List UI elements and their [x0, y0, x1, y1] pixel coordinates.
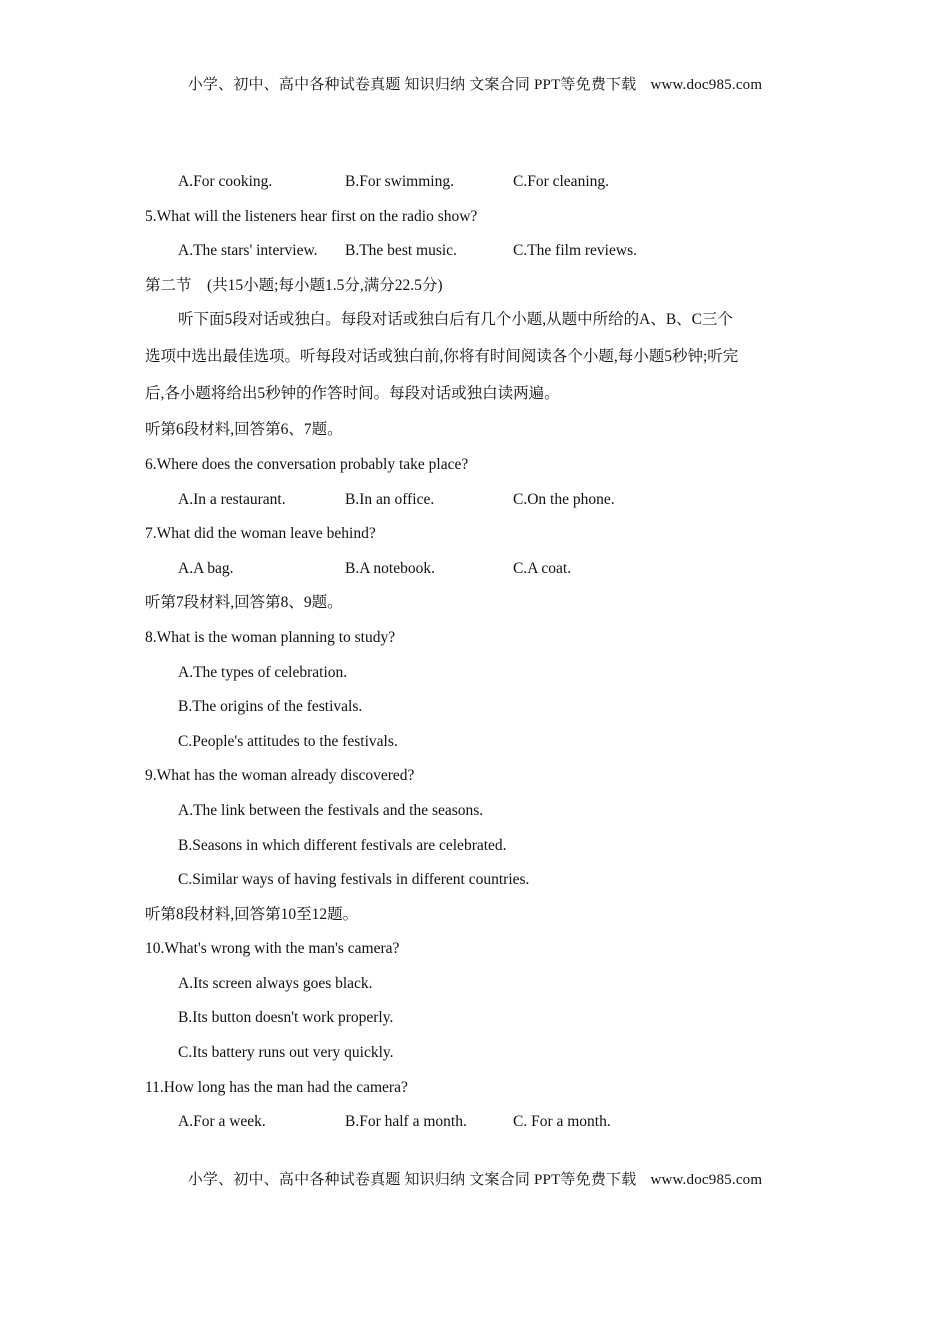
q9-option-c: C.Similar ways of having festivals in different countries. [178, 871, 530, 889]
q8-option-c: C.People's attitudes to the festivals. [178, 732, 398, 750]
option-a: A.A bag. [178, 559, 234, 577]
option-a: A.The stars' interview. [178, 242, 318, 260]
q10-option-a: A.Its screen always goes black. [178, 974, 373, 992]
exam-content [145, 171, 805, 1146]
q5-options [145, 240, 805, 275]
instruction-line: 后,各小题将给出5秒钟的作答时间。每段对话或独白读两遍。 [145, 385, 560, 403]
q10-option-b: B.Its button doesn't work properly. [178, 1009, 394, 1027]
q9-option-a: A.The link between the festivals and the seasons. [178, 801, 484, 819]
material-7-label: 听第7段材料,回答第8、9题。 [145, 594, 343, 612]
question-11: 11.How long has the man had the camera? [145, 1078, 408, 1096]
instruction-line: 听下面5段对话或独白。每段对话或独白后有几个小题,从题中所给的A、B、C三个 [178, 311, 733, 329]
option-b: B.For swimming. [345, 173, 454, 190]
option-a: A.For a week. [178, 1113, 266, 1131]
footer-site: www.doc985.com [650, 1172, 763, 1188]
question-8: 8.What is the woman planning to study? [145, 628, 396, 646]
instruction-line: 选项中选出最佳选项。听每段对话或独白前,你将有时间阅读各个小题,每小题5秒钟;听完 [145, 348, 739, 366]
q6-options [145, 489, 805, 524]
option-c: C.On the phone. [513, 490, 615, 508]
option-b: B.A notebook. [345, 559, 435, 577]
option-b: B.The best music. [345, 242, 457, 260]
option-b: B.In an office. [345, 490, 435, 508]
q7-options [145, 558, 805, 593]
header-text: 小学、初中、高中各种试卷真题 知识归纳 文案合同 PPT等免费下载 [187, 77, 637, 93]
q4-options [145, 171, 805, 206]
option-a: A.In a restaurant. [178, 490, 286, 508]
header-banner [0, 73, 950, 94]
section-title: 第二节 (共15小题;每小题1.5分,满分22.5分) [145, 276, 443, 294]
option-c: C. For a month. [513, 1113, 611, 1131]
footer-text: 小学、初中、高中各种试卷真题 知识归纳 文案合同 PPT等免费下载 [187, 1172, 637, 1188]
option-a: A.For cooking. [178, 173, 273, 190]
header-site: www.doc985.com [650, 77, 763, 93]
option-c: C.A coat. [513, 559, 572, 577]
question-7: 7.What did the woman leave behind? [145, 525, 376, 543]
q9-option-b: B.Seasons in which different festivals are celebrated. [178, 836, 507, 854]
option-c: C.The film reviews. [513, 242, 637, 260]
question-10: 10.What's wrong with the man's camera? [145, 940, 400, 958]
material-8-label: 听第8段材料,回答第10至12题。 [145, 905, 359, 923]
q10-option-c: C.Its battery runs out very quickly. [178, 1044, 394, 1062]
q8-option-b: B.The origins of the festivals. [178, 698, 363, 716]
material-6-label: 听第6段材料,回答第6、7题。 [145, 421, 343, 439]
question-9: 9.What has the woman already discovered? [145, 767, 415, 785]
option-c: C.For cleaning. [513, 173, 609, 190]
q8-option-a: A.The types of celebration. [178, 663, 348, 681]
footer-banner [0, 1168, 950, 1189]
section-instructions [145, 309, 805, 419]
q11-options [145, 1111, 805, 1146]
question-5: 5.What will the listeners hear first on the radio show? [145, 207, 478, 225]
question-6: 6.Where does the conversation probably take place? [145, 455, 469, 473]
option-b: B.For half a month. [345, 1113, 467, 1131]
